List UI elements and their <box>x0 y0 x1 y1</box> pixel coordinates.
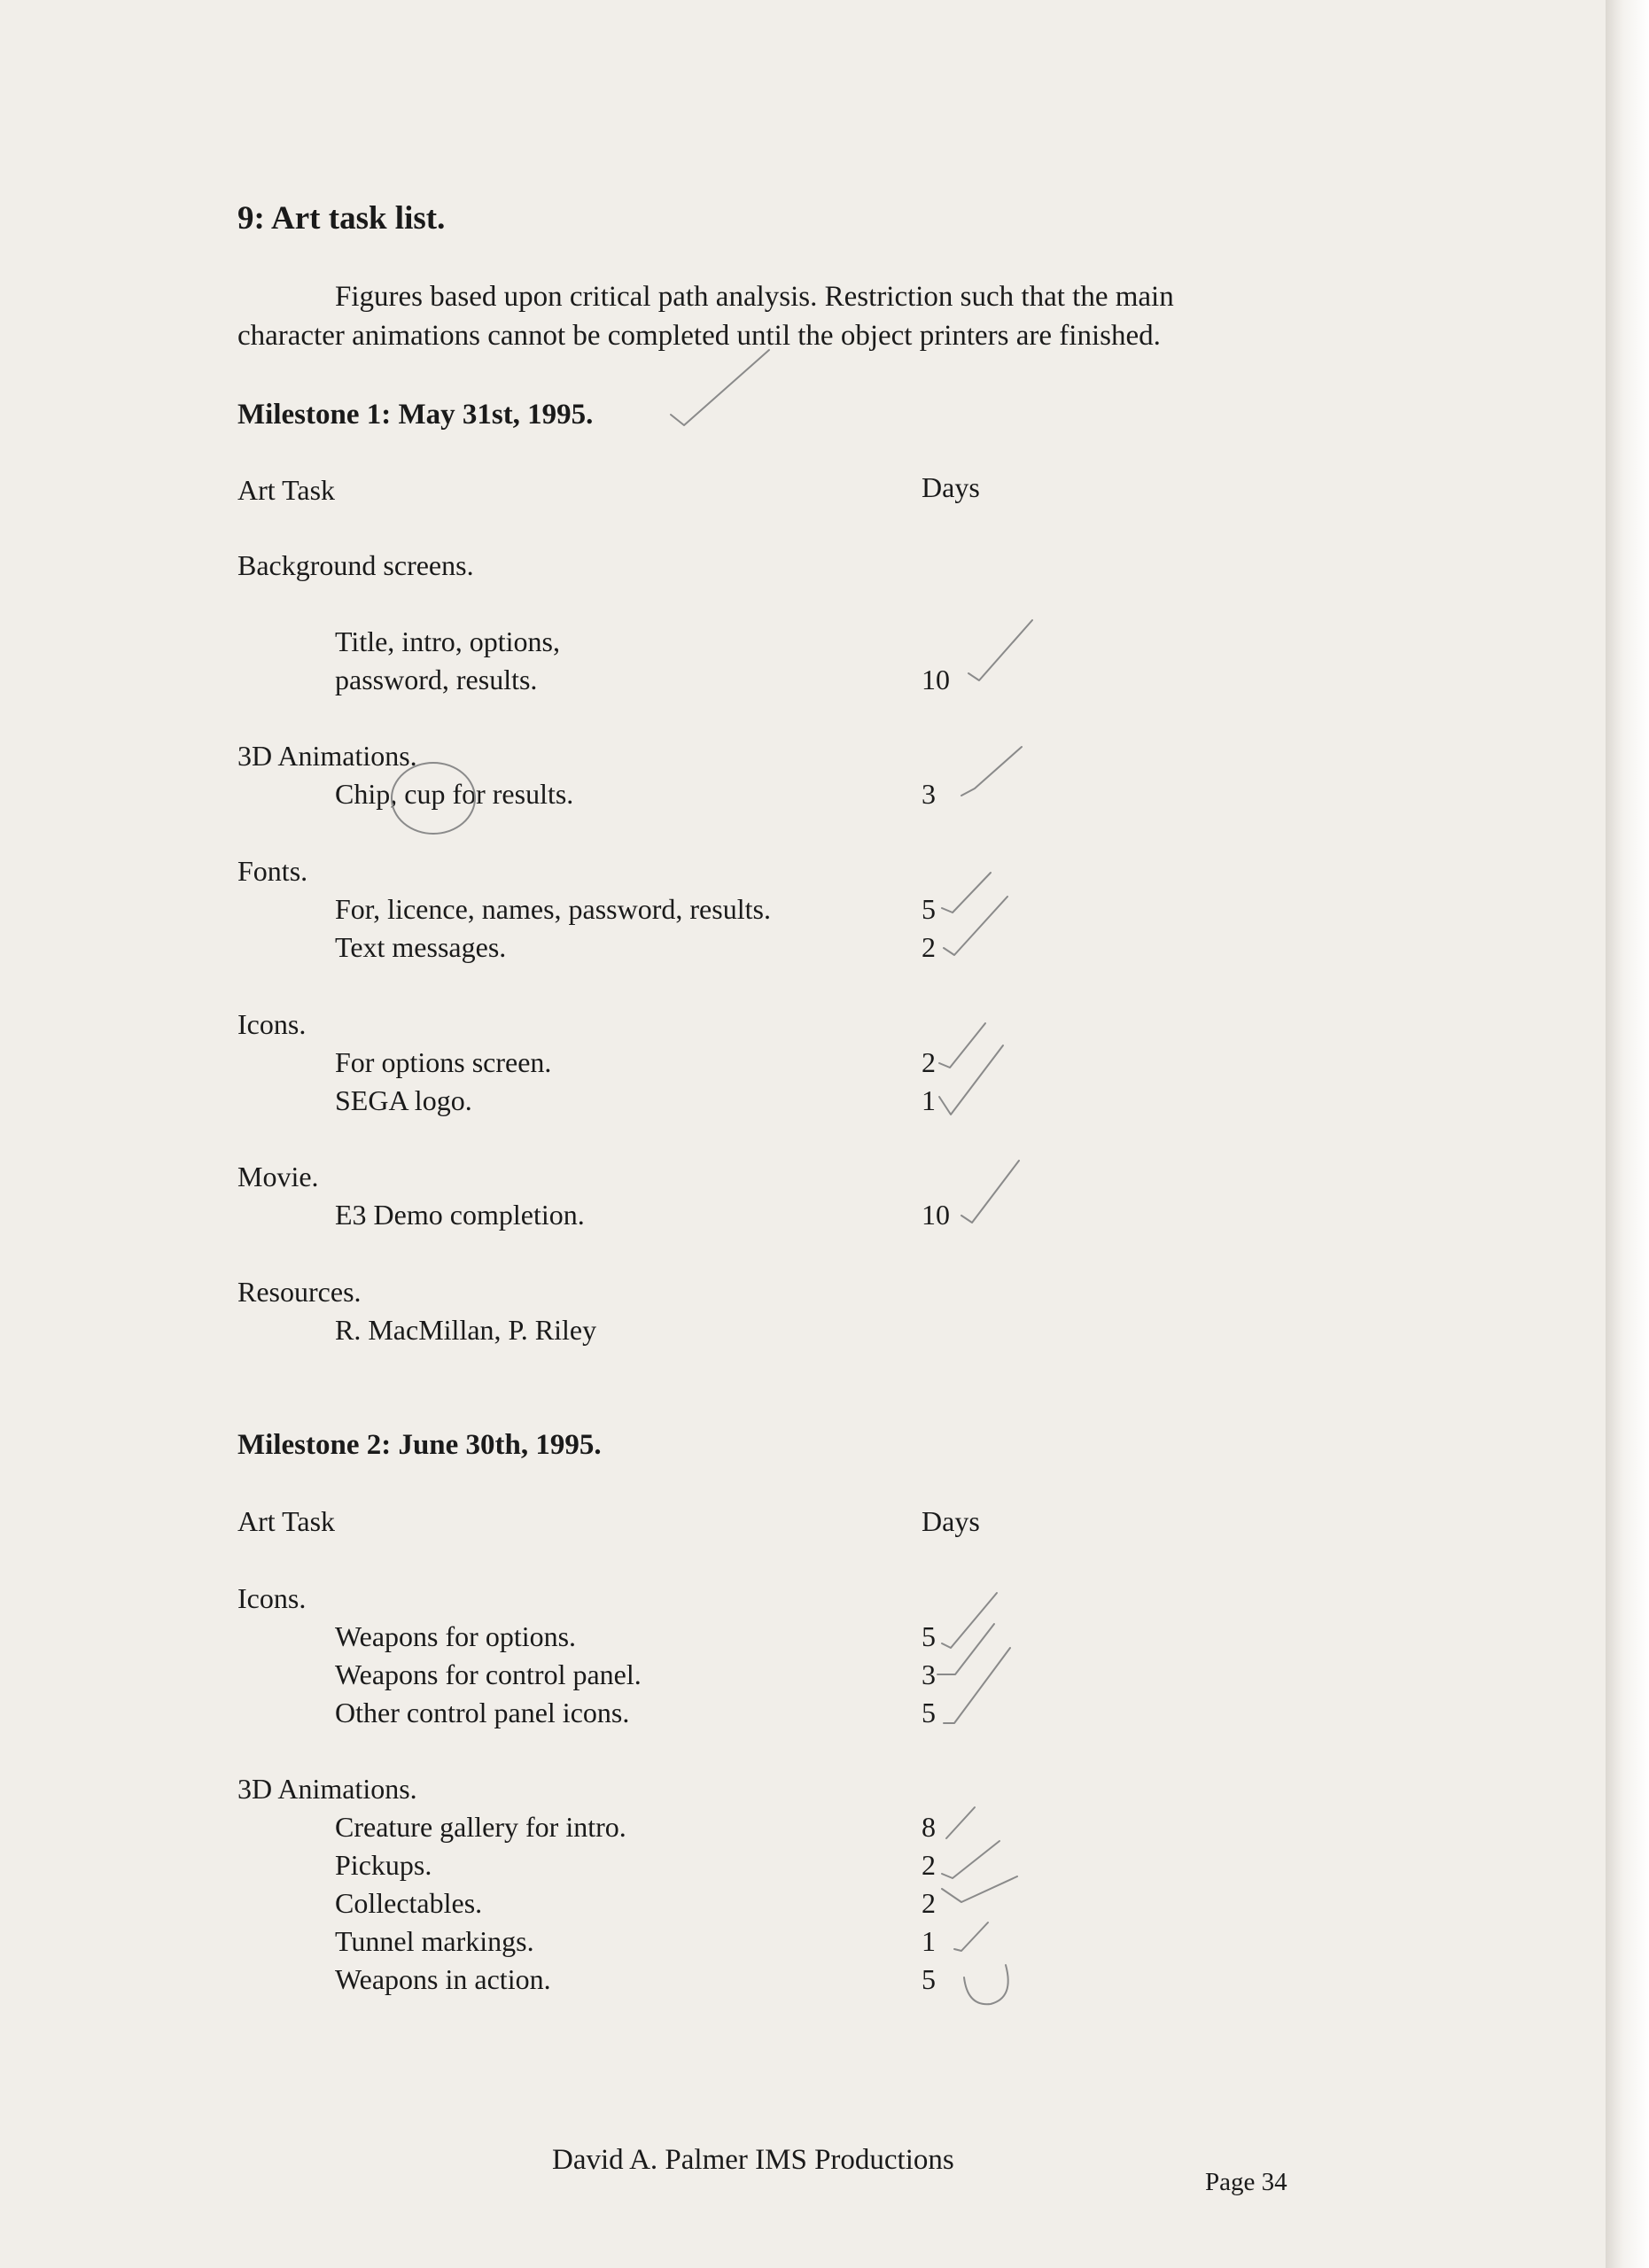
m1-item-fonts-2: Text messages. <box>335 931 507 963</box>
m1-days-icons-2: 1 <box>922 1084 936 1116</box>
m1-col-days: Days <box>922 471 980 503</box>
m1-days-background: 10 <box>922 664 950 695</box>
m1-days-icons-1: 2 <box>922 1046 936 1078</box>
m2-item-anim-4: Tunnel markings. <box>335 1925 534 1957</box>
m1-category-movie: Movie. <box>237 1161 319 1192</box>
m1-col-art-task: Art Task <box>237 474 336 506</box>
m2-item-anim-3: Collectables. <box>335 1887 483 1919</box>
m1-days-movie: 10 <box>922 1199 950 1231</box>
m2-days-anim-5: 5 <box>922 1963 936 1995</box>
m1-category-fonts: Fonts. <box>237 855 308 887</box>
m2-days-anim-2: 2 <box>922 1849 936 1881</box>
m2-days-anim-4: 1 <box>922 1925 936 1957</box>
m1-item-fonts-1: For, licence, names, password, results. <box>335 893 771 925</box>
m2-item-icons-2: Weapons for control panel. <box>335 1658 642 1690</box>
m1-resources-names: R. MacMillan, P. Riley <box>335 1314 597 1346</box>
m2-days-anim-1: 8 <box>922 1811 936 1843</box>
intro-line-1: Figures based upon critical path analysis. Restriction such that the main <box>335 281 1174 313</box>
m2-item-anim-2: Pickups. <box>335 1849 432 1881</box>
page-edge <box>1606 0 1649 2268</box>
m2-item-icons-3: Other control panel icons. <box>335 1697 630 1728</box>
m2-days-anim-3: 2 <box>922 1887 936 1919</box>
m1-item-background-line1: Title, intro, options, <box>335 625 560 657</box>
m2-days-icons-3: 5 <box>922 1697 936 1728</box>
m2-col-art-task: Art Task <box>237 1505 336 1537</box>
m1-category-background: Background screens. <box>237 549 474 581</box>
m1-days-fonts-1: 5 <box>922 893 936 925</box>
m2-item-icons-1: Weapons for options. <box>335 1620 577 1652</box>
m2-days-icons-2: 3 <box>922 1658 936 1690</box>
m1-category-resources: Resources. <box>237 1276 362 1308</box>
m1-item-icons-1: For options screen. <box>335 1046 552 1078</box>
section-title: 9: Art task list. <box>237 200 446 237</box>
m2-col-days: Days <box>922 1505 980 1537</box>
m1-item-chip-cup: Chip, cup for results. <box>335 778 574 810</box>
milestone-2-heading: Milestone 2: June 30th, 1995. <box>237 1429 602 1461</box>
m1-item-icons-2: SEGA logo. <box>335 1084 472 1116</box>
m1-days-fonts-2: 2 <box>922 931 936 963</box>
m1-item-movie: E3 Demo completion. <box>335 1199 585 1231</box>
m2-days-icons-1: 5 <box>922 1620 936 1652</box>
m1-item-background-line2: password, results. <box>335 664 538 695</box>
intro-line-2: character animations cannot be completed until the object printers are finished. <box>237 320 1161 352</box>
m2-item-anim-5: Weapons in action. <box>335 1963 551 1995</box>
footer-author: David A. Palmer IMS Productions <box>552 2144 954 2176</box>
m1-category-icons: Icons. <box>237 1008 307 1040</box>
m2-item-anim-1: Creature gallery for intro. <box>335 1811 626 1843</box>
m1-days-chip-cup: 3 <box>922 778 936 810</box>
page-number: Page 34 <box>1205 2168 1287 2196</box>
m1-category-animations: 3D Animations. <box>237 740 417 772</box>
m2-category-animations: 3D Animations. <box>237 1773 417 1805</box>
m2-category-icons: Icons. <box>237 1582 307 1614</box>
milestone-1-heading: Milestone 1: May 31st, 1995. <box>237 399 594 431</box>
